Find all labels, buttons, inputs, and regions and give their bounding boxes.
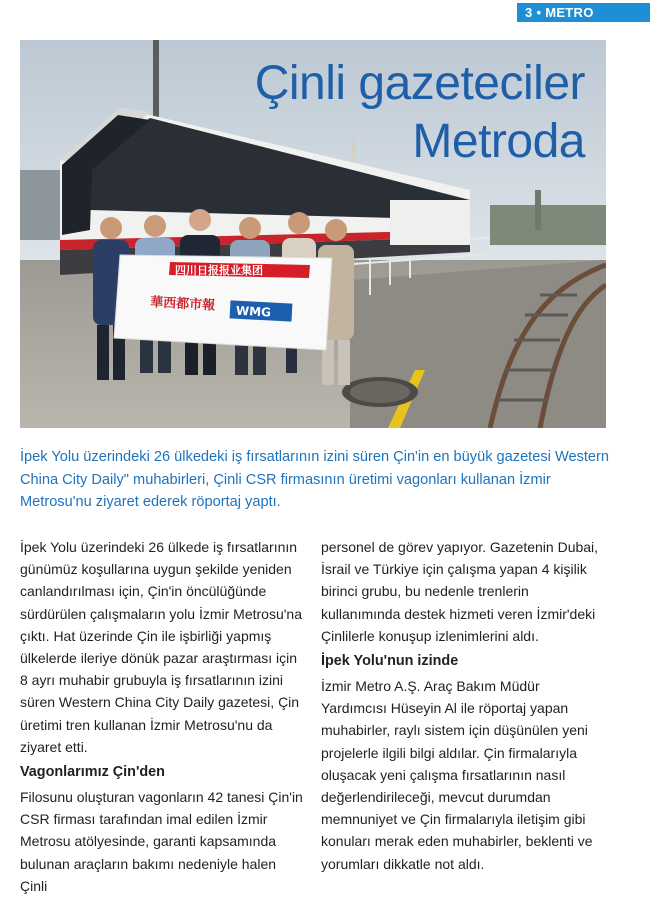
body-paragraph: İpek Yolu üzerindeki 26 ülkede iş fırsatlarının günümüz koşullarına uygun şekilde yeniden canlandırılması için, Çin'in öncülüğünde sürdürülen çalışmaların yolu İzmir Metrosu'na çıktı. Hat üzerinde Çin ile işbirliği yapmış ülkelerde ileriye dönük pazar araştırması için 8 ayrı muhabir grubuyla iş fırsatlarının izini süren Western China City Daily gazetesi, Çin üretimi tren kullanan İzmir Metrosu'nu da ziyaret etti. [20,539,303,755]
headline-line-2: Metroda [412,115,585,168]
banner-line-1: 四川日报报业集团 [175,264,263,277]
lead-paragraph: İpek Yolu üzerindeki 26 ülkedeki iş fırsatlarının izini süren Çin'in en büyük gazetesi Western China City Daily" muhabirleri, Çinli CSR firmasının üretimi vagonları kullanan İzmir Metrosu'nu ziyaret ederek röportaj yaptı. [20,449,610,510]
banner-logo: WMG [235,303,272,320]
headline [255,55,585,171]
banner-line-2: 華西都市報 [149,295,216,314]
body-column-right [321,536,608,875]
body-column-left [20,536,307,897]
body-paragraph: İzmir Metro A.Ş. Araç Bakım Müdür Yardımcısı Hüseyin Al ile röportaj yapan muhabirler, raylı sistem için düşünülen yeni projelerle ilgili bilgi aldılar. Çin firmalarıyla oluşacak yeni çalışma fırsatlarının nasıl değerlendirileceği, mevcut durumdan memnuniyet ve Çin firmalarıyla iletişim gibi konuları merak eden muhabirler, beklenti ve yorumları dikkatle not aldı. [321,678,593,872]
body-paragraph: Filosunu oluşturan vagonların 42 tanesi Çin'in CSR firması tarafından imal edilen İzmir Metrosu atölyesinde, garanti kapsamında bulunan araçların bakımı nedeniyle halen Çinli [20,789,303,894]
subheading: Vagonlarımız Çin'den [20,764,165,781]
page-section-tag: 3 • METRO [517,3,650,22]
body-paragraph: personel de görev yapıyor. Gazetenin Dubai, İsrail ve Türkiye için çalışma yapan 4 kişilik birinci grubu, bu nedenle trenlerin kullanımında destek hizmeti veren İzmir'deki Çinlilerle konuşup izlenimlerini aldı. [321,539,599,644]
headline-line-1: Çinli gazeteciler [254,57,585,110]
subheading: İpek Yolu'nun izinde [321,653,459,670]
